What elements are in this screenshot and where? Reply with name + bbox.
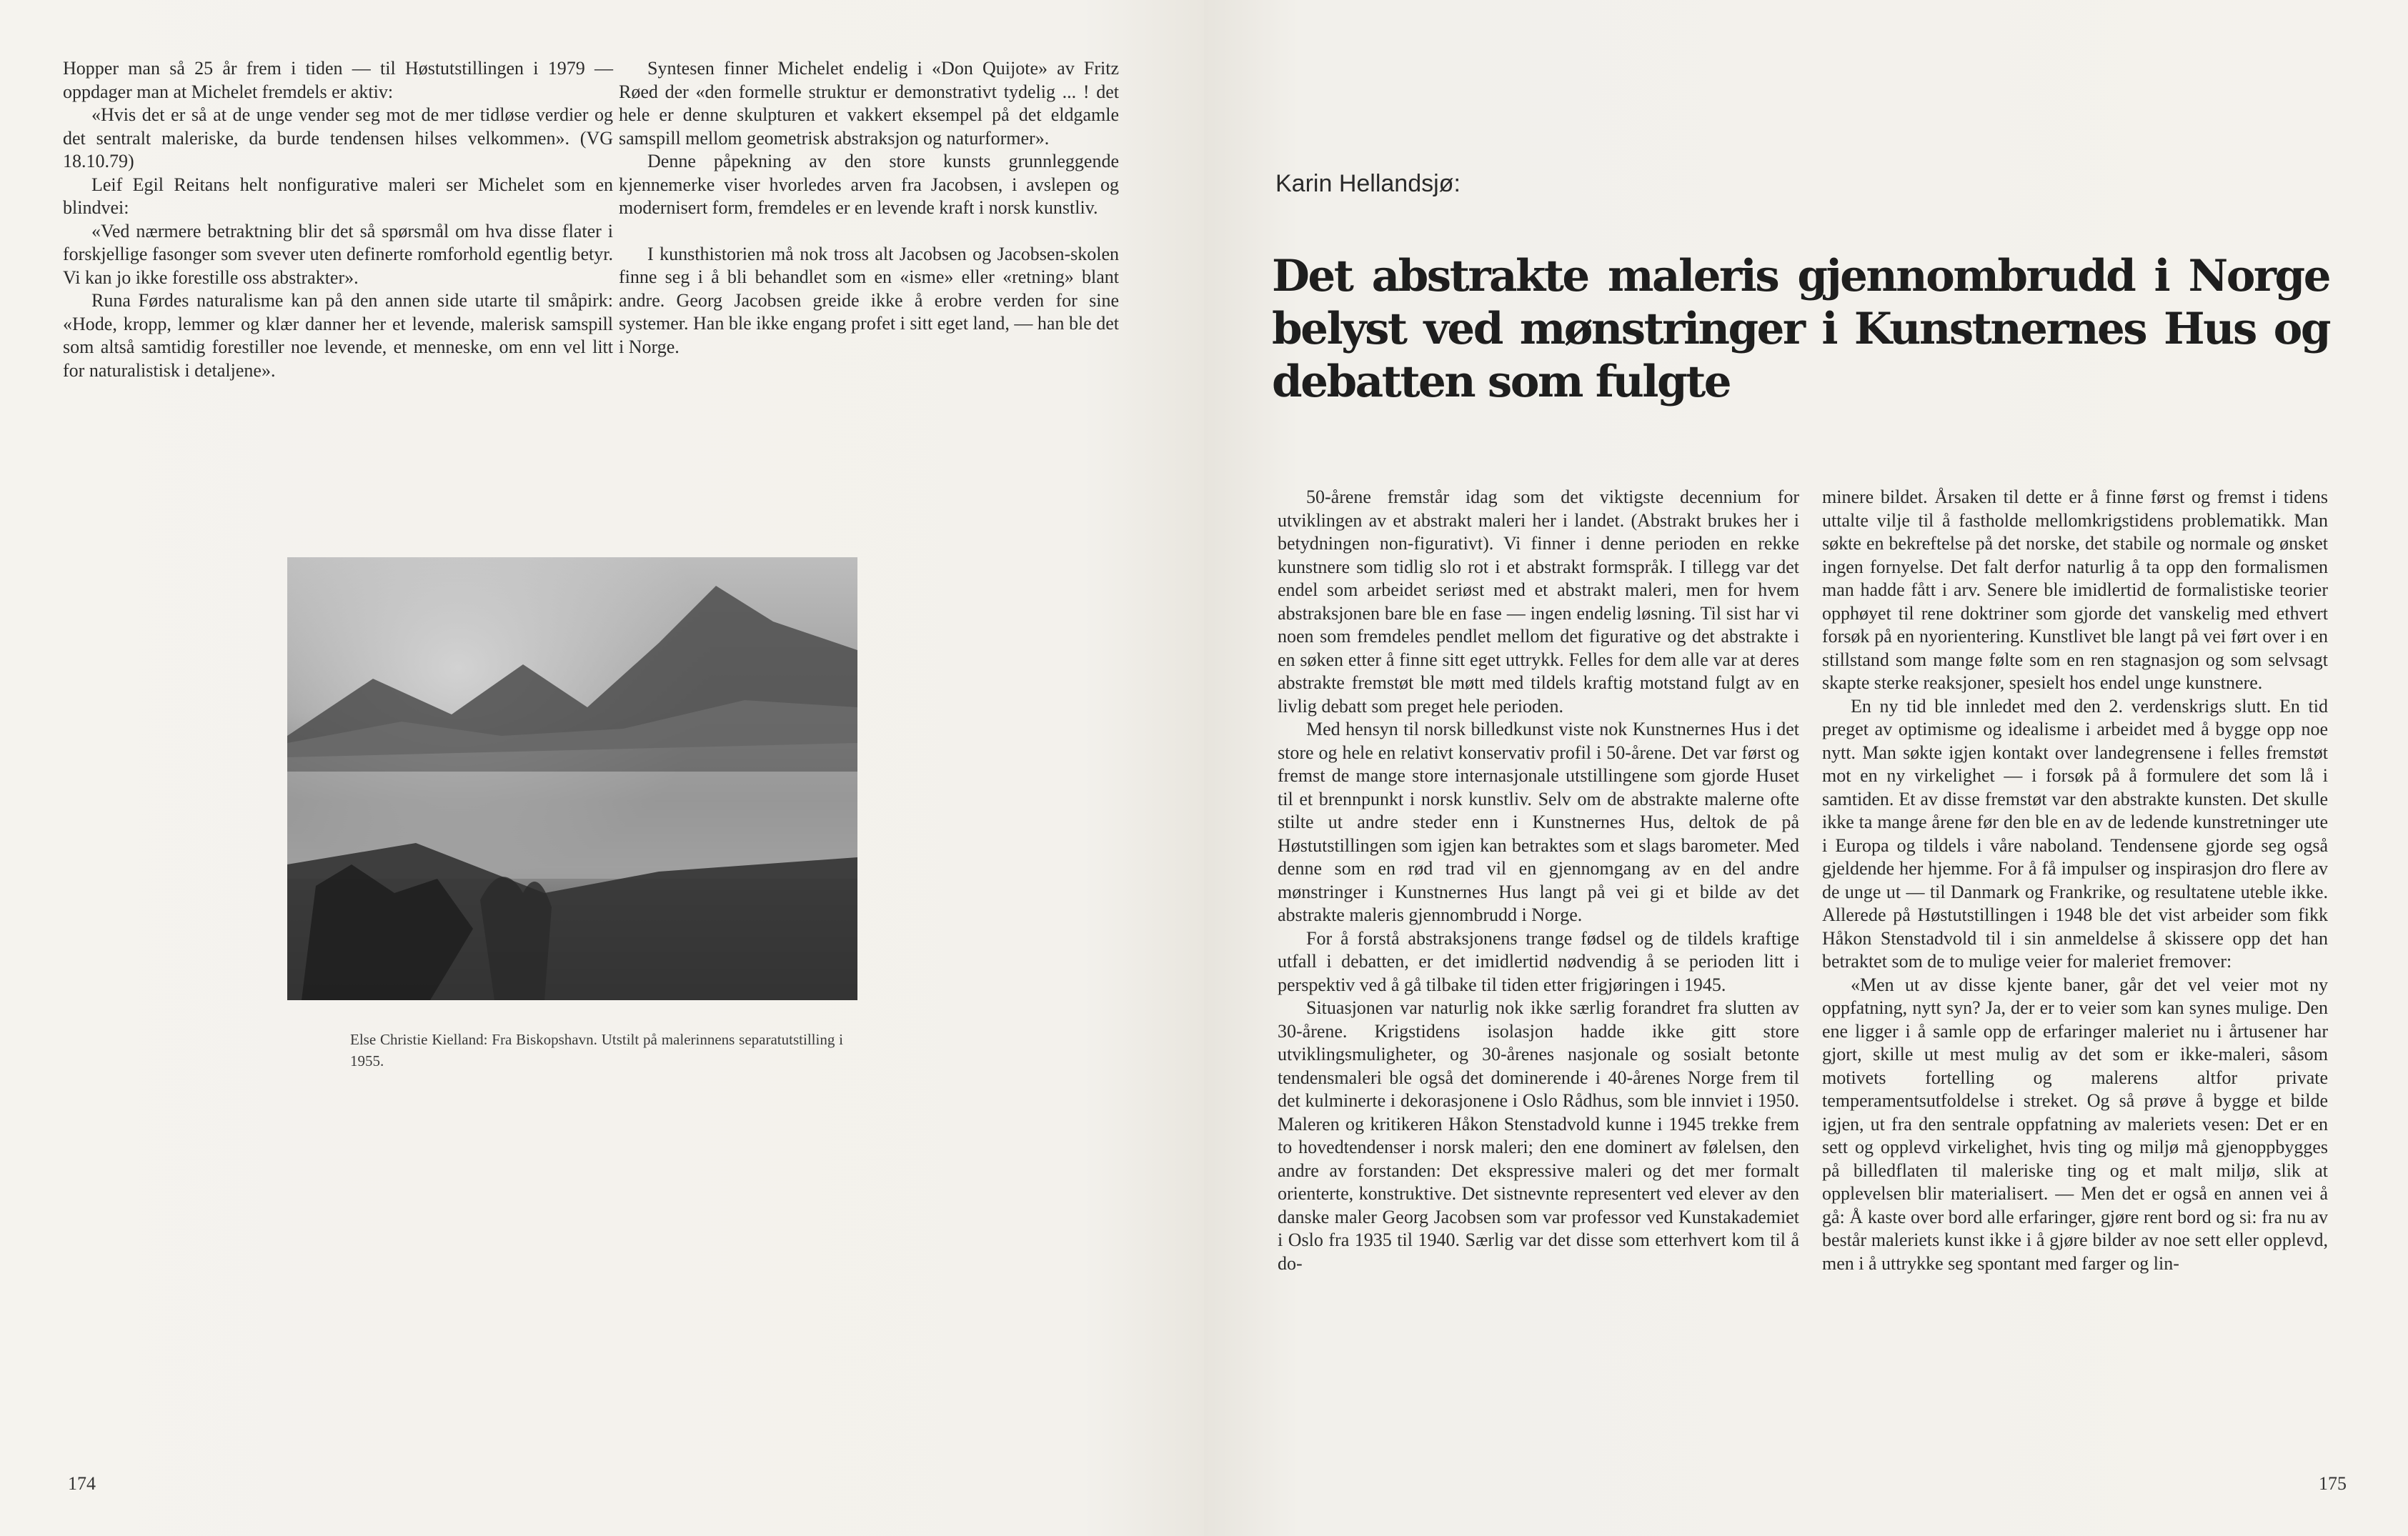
paragraph: Med hensyn til norsk billedkunst viste nok Kunstnernes Hus i det store og hele en relativt konservativ profil i 50-årene. Det var først og fremst de mange store internasjonale utstillingene som gjorde Huset til et brennpunkt i norsk kunstliv. Selv om de abstrakte malerne ofte stilte ut andre steder enn i Kunstnernes Hus, deltok de på Høstutstillingen som igjen kan betraktes som et slags barometer. Med denne som en rød trad vil en gjennomgang av en del andre mønstringer i Kunstnernes Hus langt på vei gi et bilde av det abstrakte maleris gjennombrudd i Norge. <box>1278 719 1799 925</box>
paragraph: «Ved nærmere betraktning blir det så spørsmål om hva disse flater i forskjellige fasonger som svever uten definerte romforhold egentlig betyr. Vi kan jo ikke forestille oss abstrakter». <box>63 220 613 288</box>
paragraph: En ny tid ble innledet med den 2. verdenskrigs slutt. En tid preget av optimisme og idealisme i arbeidet med å bygge opp noe nytt. Man søkte igjen kontakt over landegrensene i felles fremstøt mot en ny virkelighet — i forsøk på å formulere det som lå i samtiden. Et av disse fremstøt var den abstrakte kunsten. Det skulle ikke ta mange årene før den ble en av de ledende kunstretninger ute i Europa og tildels i våre naboland. Tendensene gjorde seg også gjeldende her hjemme. For å få impulser og inspirasjon dro flere av de unge ut — til Danmark og Frankrike, og resultatene uteble ikke. Allerede på Høstutstillingen i 1948 ble det vist arbeider som fikk Håkon Stenstadvold til i sin anmeldelse å skissere opp det han betraktet som de to mulige veier for maleriet fremover: <box>1822 695 2328 972</box>
paragraph: «Hvis det er så at de unge vender seg mot de mer tidløse verdier og det sentralt maleriske, da burde tendensen hilses velkommen». (VG 18.10.79) <box>63 104 613 171</box>
paragraph: For å forstå abstraksjonens trange fødsel og de tildels kraftige utfall i debatten, er det imidlertid nødvendig å se perioden litt i perspektiv ved å gå tilbake til tiden etter frigjøringen i 1945. <box>1278 927 1799 995</box>
paragraph: Runa Førdes naturalisme kan på den annen side utarte til småpirk: «Hode, kropp, lemmer og klær danner her et levende, malerisk samspill som altså samtidig forestiller noe levende, et menneske, om enn vel litt for naturalistisk i detaljene». <box>63 290 613 381</box>
paragraph: Hopper man så 25 år frem i tiden — til Høstutstillingen i 1979 — oppdager man at Michelet fremdels er aktiv: <box>63 58 613 102</box>
paragraph: Leif Egil Reitans helt nonfigurative maleri ser Michelet som en blindvei: <box>63 174 613 218</box>
paragraph: Situasjonen var naturlig nok ikke særlig forandret fra slutten av 30-årene. Krigstidens isolasjon hadde ikke gitt store utviklingsmuligheter, og 30-årenes nasjonale og sosialt betonte tendensmaleri ble også det dominerende i 40-årenes Norge frem til det kulminerte i dekorasjonene i Oslo Rådhus, som ble innviet i 1950. Maleren og kritikeren Håkon Stenstadvold kunne i 1945 trekke frem to hovedtendenser i norsk maleri; den ene dominert av følelsen, den andre av forstanden: Det ekspressive maleri og det mer formalt orienterte, konstruktive. Det sistnevnte representert ved elever av den danske maler Georg Jacobsen som var professor ved Kunstakademiet i Oslo fra 1935 til 1940. Særlig var det disse som etterhvert kom til å do- <box>1278 997 1799 1274</box>
right-column-2 <box>1822 486 2328 1275</box>
left-column-1 <box>63 57 613 382</box>
left-column-2 <box>619 57 1119 359</box>
page-number: 175 <box>2319 1473 2347 1494</box>
article-title: Det abstrakte maleris gjennombrudd i Norge belyst ved mønstringer i Kunstnernes Hus og debatten som fulgte <box>1272 251 2329 407</box>
paragraph: Syntesen finner Michelet endelig i «Don Quijote» av Fritz Røed der «den formelle struktur er demonstrativt tydelig ... ! det hele er denne skulpturen et vakkert eksempel på det eldgamle samspill mellom geometrisk abstraksjon og naturformer». <box>619 58 1119 149</box>
painting-photo <box>287 557 857 1000</box>
paragraph: minere bildet. Årsaken til dette er å finne først og fremst i tidens uttalte vilje til å fastholde mellomkrigstidens problematikk. Man søkte en bekreftelse på det norske, det stabile og normale og ønsket ingen fornyelse. Det falt derfor naturlig å ta opp den formalismen man hadde fått i arv. Senere ble imidlertid de formalistiske teorier opphøyet til rene doktriner som gjorde det vanskelig med ethvert forsøk på en nyorientering. Kunstlivet ble langt på vei ført over i en stillstand som mange følte som en ren stagnasjon og som selvsagt skapte sterke reaksjoner, spesielt hos endel unge kunstnere. <box>1822 487 2328 693</box>
paragraph: I kunsthistorien må nok tross alt Jacobsen og Jacobsen-skolen finne seg i å bli behandlet som en «isme» eller «retning» blant andre. Georg Jacobsen greide ikke å erobre verden for sine systemer. Han ble ikke engang profet i sitt eget land, — han ble det i Norge. <box>619 243 1119 357</box>
paragraph: Denne påpekning av den store kunsts grunnleggende kjennemerke viser hvorledes arven fra Jacobsen, i avslepen og modernisert form, fremdeles er en levende kraft i norsk kunstliv. <box>619 151 1119 218</box>
paragraph: 50-årene fremstår idag som det viktigste decennium for utviklingen av et abstrakt maleri her i landet. (Abstrakt brukes her i betydningen non-figurativt). Vi finner i denne perioden en rekke kunstnere som tidlig slo rot i et abstrakt formspråk. I tillegg var det endel som arbeidet seriøst med et abstrakt maleri, men for hvem abstraksjonen bare ble en fase — ingen endelig løsning. Til sist har vi noen som fremdeles pendlet mellom det figurative og det abstrakte i en søken etter å finne sitt eget uttrykk. Felles for dem alle var at deres abstrakte fremstøt ble møtt med tildels kraftig motstand fulgt av en livlig debatt som preget hele perioden. <box>1278 487 1799 717</box>
page-number: 174 <box>68 1473 96 1494</box>
right-column-1 <box>1278 486 1799 1275</box>
image-caption: Else Christie Kielland: Fra Biskopshavn. Utstilt på malerinnens separatutstilling i 1955. <box>350 1031 843 1069</box>
author-name: Karin Hellandsjø: <box>1275 170 1461 197</box>
paragraph: «Men ut av disse kjente baner, går det vel veier mot ny oppfatning, nytt syn? Ja, der er to veier som kan synes mulige. Den ene ligger i å samle opp de erfaringer maleriet nu i årtusener har gjort, skille ut mest mulig av det som er ikke-maleri, såsom motivets fortelling og malerens altfor private temperamentsutfoldelse i streket. Og så prøve å bygge et bilde igjen, ut fra den sentrale oppfatning av maleriets vesen: Det er en sett og opplevd virkelighet, hvis ting og miljø må gjenoppbygges på billedflaten til maleriske ting og et malt miljø, slik at opplevelsen blir materialisert. — Men det er også en annen vei å gå: Å kaste over bord alle erfaringer, gjøre rent bord og si: fra nu av består maleriets kunst ikke i å gjøre bilder av noe sett eller opplevd, men i å uttrykke seg spontant med farger og lin- <box>1822 974 2328 1274</box>
